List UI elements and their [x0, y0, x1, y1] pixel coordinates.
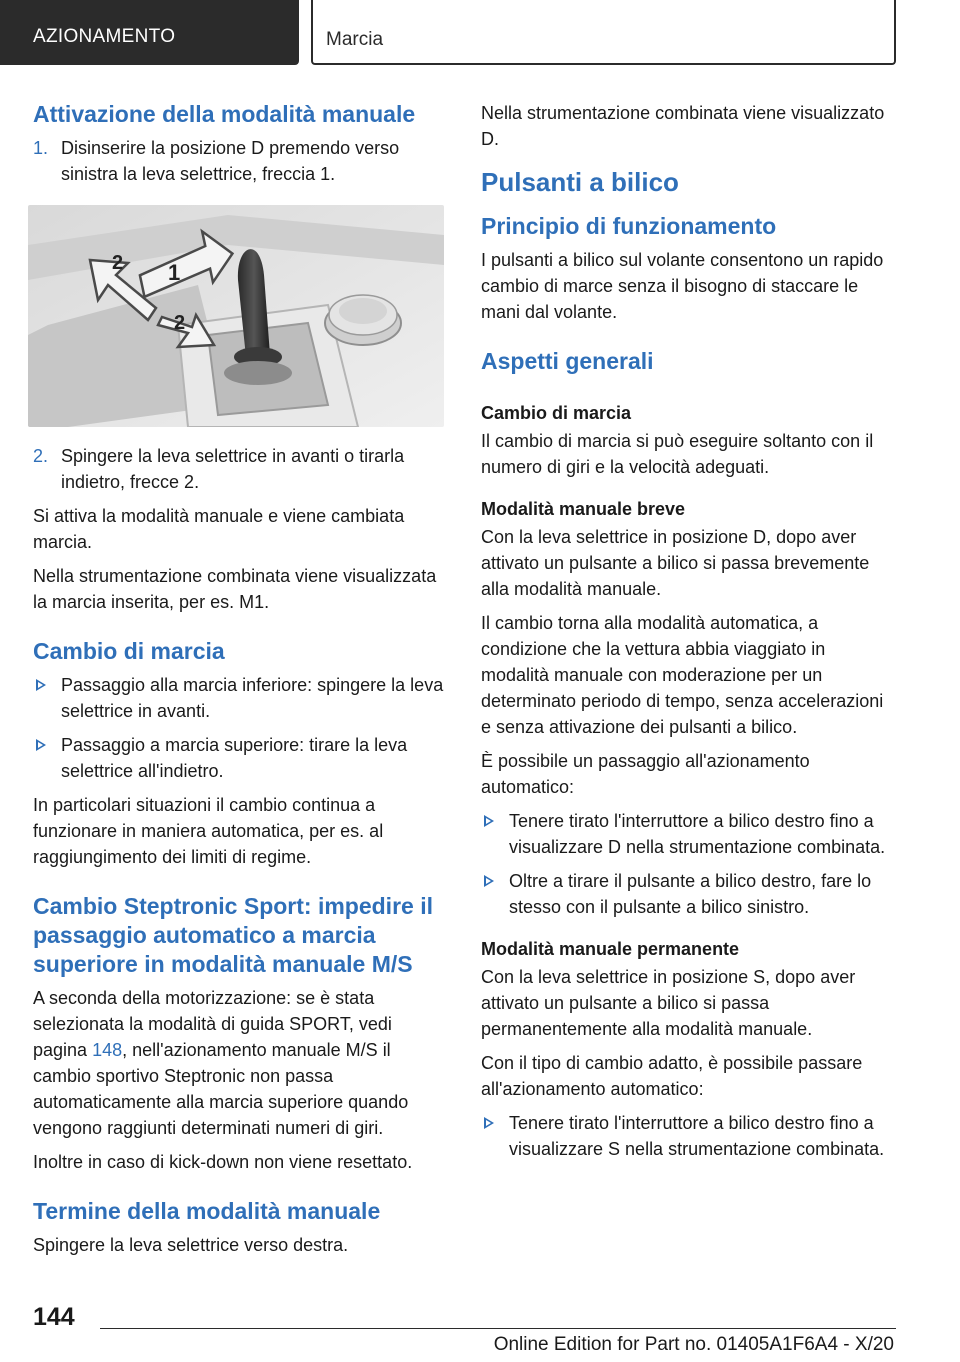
para-particolari: In particolari situazioni il cambio continua a funzionare in maniera automatica, per es. al raggiungimento dei limiti di regime. [33, 795, 384, 867]
triangle-bullet-icon [484, 875, 494, 887]
footer-edition: Online Edition for Part no. 01405A1F6A4 - X/20 [493, 1334, 894, 1355]
para-cambio-marcia: Il cambio di marcia si può eseguire soltanto con il numero di giri e la velocità adeguati. [481, 431, 874, 477]
bullet-tenere-d [481, 808, 897, 860]
figure-label-1: 1 [168, 260, 181, 285]
subheading-manuale-permanente: Modalità manuale permanente [481, 939, 740, 959]
bullet-text: Passaggio a marcia superiore: tirare la leva selettrice all'indietro. [61, 735, 408, 781]
para-permanente-1: Con la leva selettrice in posizione S, dopo aver attivato un pulsante a bilico si passa permanentemente alla modalità manuale. [481, 967, 856, 1039]
para-seconda [33, 985, 448, 1141]
bullet-text: Tenere tirato l'interruttore a bilico destro fino a visualizzare S nella strumentazione combinata. [509, 1113, 885, 1159]
triangle-bullet-icon [36, 739, 46, 751]
bullet-oltre [481, 868, 897, 920]
step-2-text: Spingere la leva selettrice in avanti o tirarla indietro, frecce 2. [61, 446, 405, 492]
heading-aspetti-generali: Aspetti generali [481, 348, 654, 374]
step-1-number: 1. [33, 138, 49, 158]
header-chapter-title: Marcia [326, 29, 384, 50]
para-breve-1: Con la leva selettrice in posizione D, dopo aver attivato un pulsante a bilico si passa brevemente alla modalità manuale. [481, 527, 870, 599]
para-seconda-a: A seconda della motorizzazione: se è stata selezionata la modalità di guida SPORT, vedi pagina [33, 988, 392, 1060]
bullet-text: Passaggio alla marcia inferiore: spingere la leva selettrice in avanti. [61, 675, 444, 721]
bullet-text: Oltre a tirare il pulsante a bilico destro, fare lo stesso con il pulsante a bilico sinistro. [509, 871, 872, 917]
bullet-tenere-s [481, 1110, 897, 1162]
bullets-automatico-d [481, 808, 897, 920]
header-chapter-box [311, 0, 896, 65]
para-breve-2: Il cambio torna alla modalità automatica, a condizione che la vettura abbia viaggiato in modalità manuale con moderazione per un determinato periodo di tempo, senza accelerazioni e senza attivazione dei pulsanti a bilico. [481, 613, 884, 737]
para-strumentazione: Nella strumentazione combinata viene visualizzata la marcia inserita, per es. M1. [33, 566, 437, 612]
step-1-text: Disinserire la posizione D premendo verso sinistra la leva selettrice, freccia 1. [61, 138, 400, 184]
subheading-cambio-di-marcia: Cambio di marcia [481, 403, 632, 423]
para-permanente-2: Con il tipo di cambio adatto, è possibile passare all'azionamento automatico: [481, 1053, 863, 1099]
bullet-marcia-superiore [33, 732, 448, 784]
triangle-bullet-icon [484, 815, 494, 827]
figure-label-2a: 2 [112, 252, 124, 274]
page-reference-link[interactable]: 148 [92, 1040, 123, 1060]
right-column [481, 100, 897, 1170]
heading-pulsanti-a-bilico: Pulsanti a bilico [481, 167, 679, 197]
page-number: 144 [33, 1303, 75, 1331]
steps-list-2 [33, 443, 448, 495]
left-column [33, 100, 448, 1266]
heading-attivazione: Attivazione della modalità manuale [33, 101, 416, 127]
header-section-tab [0, 0, 299, 65]
para-kickdown: Inoltre in caso di kick-down non viene resettato. [33, 1152, 413, 1172]
para-termine: Spingere la leva selettrice verso destra. [33, 1235, 349, 1255]
para-seconda-b: , nell'azionamento manuale M/S il cambio sportivo Steptronic non passa automaticamente alla marcia superiore quando vengono raggiunti determinati numeri di giri. [33, 1040, 409, 1138]
heading-steptronic: Cambio Steptronic Sport: impedire il passaggio automatico a marcia superiore in modalità manuale M/S [33, 893, 433, 977]
step-1 [33, 135, 448, 187]
bullets-automatico-s [481, 1110, 897, 1162]
bullet-marcia-inferiore [33, 672, 448, 724]
step-2-number: 2. [33, 446, 49, 466]
steps-list-1 [33, 135, 448, 187]
heading-cambio-di-marcia: Cambio di marcia [33, 638, 225, 664]
gear-selector-illustration [28, 205, 444, 427]
bullet-text: Tenere tirato l'interruttore a bilico destro fino a visualizzare D nella strumentazione combinata. [509, 811, 886, 857]
header-section-title: AZIONAMENTO [33, 26, 176, 47]
step-2 [33, 443, 448, 495]
figure-label-2b: 2 [174, 312, 186, 334]
heading-principio: Principio di funzionamento [481, 213, 777, 239]
bullets-cambio [33, 672, 448, 784]
triangle-bullet-icon [36, 679, 46, 691]
subheading-manuale-breve: Modalità manuale breve [481, 499, 686, 519]
para-attiva: Si attiva la modalità manuale e viene cambiata marcia. [33, 506, 405, 552]
heading-termine: Termine della modalità manuale [33, 1198, 381, 1224]
para-strumentazione-d: Nella strumentazione combinata viene visualizzato D. [481, 103, 885, 149]
para-principio: I pulsanti a bilico sul volante consentono un rapido cambio di marce senza il bisogno di staccare le mani dal volante. [481, 250, 884, 322]
triangle-bullet-icon [484, 1117, 494, 1129]
footer-divider [100, 1328, 896, 1329]
para-possibile: È possibile un passaggio all'azionamento automatico: [481, 751, 810, 797]
